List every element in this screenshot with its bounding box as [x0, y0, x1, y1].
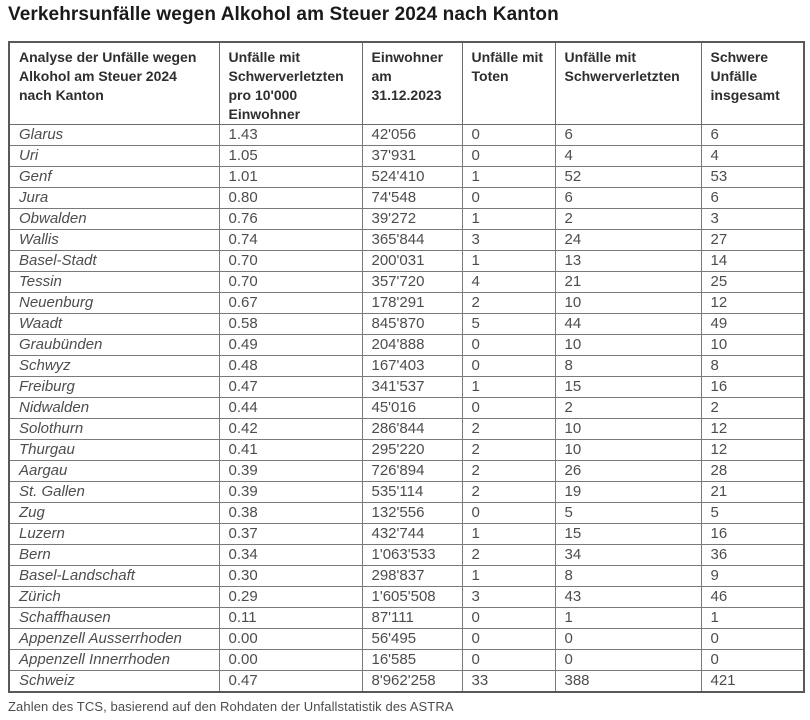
- table-row: [9, 629, 804, 650]
- cell-value: 0.67: [219, 293, 362, 314]
- header-row: [9, 42, 804, 125]
- cell-value: 1: [462, 566, 555, 587]
- cell-value: 5: [701, 503, 804, 524]
- cell-value: 0.39: [219, 482, 362, 503]
- cell-value: 178'291: [362, 293, 462, 314]
- cell-value: 44: [555, 314, 701, 335]
- cell-value: 0.39: [219, 461, 362, 482]
- cell-value: 10: [555, 419, 701, 440]
- cell-value: 46: [701, 587, 804, 608]
- cell-value: 28: [701, 461, 804, 482]
- cell-value: 341'537: [362, 377, 462, 398]
- cell-value: 0.41: [219, 440, 362, 461]
- table-row: [9, 545, 804, 566]
- cell-value: 0: [462, 146, 555, 167]
- cell-value: 4: [701, 146, 804, 167]
- cell-value: 0.29: [219, 587, 362, 608]
- cell-value: 1.01: [219, 167, 362, 188]
- cell-value: 0: [462, 608, 555, 629]
- cell-value: 6: [701, 125, 804, 146]
- cell-value: 2: [462, 461, 555, 482]
- cell-value: 1: [462, 377, 555, 398]
- cell-value: 1'605'508: [362, 587, 462, 608]
- cell-value: 2: [462, 440, 555, 461]
- cell-value: 37'931: [362, 146, 462, 167]
- cell-value: 87'111: [362, 608, 462, 629]
- cell-value: 8: [555, 356, 701, 377]
- cell-value: 0.34: [219, 545, 362, 566]
- cell-value: 2: [701, 398, 804, 419]
- cell-value: 0.70: [219, 272, 362, 293]
- cell-value: 39'272: [362, 209, 462, 230]
- cell-value: 0.49: [219, 335, 362, 356]
- table-row: [9, 377, 804, 398]
- cell-value: 5: [462, 314, 555, 335]
- cell-value: 0: [462, 650, 555, 671]
- cell-value: 0: [462, 629, 555, 650]
- cell-value: 0: [462, 125, 555, 146]
- cell-value: 13: [555, 251, 701, 272]
- cell-value: 0.70: [219, 251, 362, 272]
- table-row: [9, 650, 804, 671]
- cell-value: 8: [701, 356, 804, 377]
- cell-kanton: Zug: [9, 503, 219, 524]
- cell-value: 2: [555, 398, 701, 419]
- cell-value: 357'720: [362, 272, 462, 293]
- table-row: [9, 209, 804, 230]
- cell-value: 0: [462, 335, 555, 356]
- page-title: Verkehrsunfälle wegen Alkohol am Steuer 2024 nach Kanton: [8, 4, 559, 25]
- cell-kanton: Basel-Landschaft: [9, 566, 219, 587]
- cell-value: 1: [462, 167, 555, 188]
- cell-kanton: Waadt: [9, 314, 219, 335]
- cell-kanton: Schaffhausen: [9, 608, 219, 629]
- cell-value: 1.43: [219, 125, 362, 146]
- source-note: Zahlen des TCS, basierend auf den Rohdaten der Unfallstatistik des ASTRA: [8, 698, 454, 714]
- cell-value: 0.76: [219, 209, 362, 230]
- table-row: [9, 398, 804, 419]
- cell-value: 53: [701, 167, 804, 188]
- cell-value: 3: [701, 209, 804, 230]
- cell-value: 2: [462, 419, 555, 440]
- cell-value: 1.05: [219, 146, 362, 167]
- cell-value: 10: [555, 335, 701, 356]
- cell-value: 1: [555, 608, 701, 629]
- cell-value: 432'744: [362, 524, 462, 545]
- cell-value: 15: [555, 377, 701, 398]
- cell-kanton: Obwalden: [9, 209, 219, 230]
- cell-value: 21: [555, 272, 701, 293]
- cell-value: 0.47: [219, 377, 362, 398]
- cell-value: 52: [555, 167, 701, 188]
- cell-value: 3: [462, 587, 555, 608]
- cell-value: 535'114: [362, 482, 462, 503]
- cell-value: 2: [462, 293, 555, 314]
- cell-value: 524'410: [362, 167, 462, 188]
- cell-kanton: Nidwalden: [9, 398, 219, 419]
- cell-value: 26: [555, 461, 701, 482]
- cell-value: 4: [462, 272, 555, 293]
- table-body: [9, 125, 804, 692]
- cell-value: 6: [555, 188, 701, 209]
- column-header-unfaelle-mit-toten: Unfälle mit Toten: [462, 42, 555, 125]
- cell-value: 25: [701, 272, 804, 293]
- table-row: [9, 587, 804, 608]
- cell-value: 0.00: [219, 650, 362, 671]
- cell-value: 0.58: [219, 314, 362, 335]
- table-row: [9, 461, 804, 482]
- column-header-schwere-unfaelle: Schwere Unfälle insgesamt: [701, 42, 804, 125]
- cell-kanton: Luzern: [9, 524, 219, 545]
- cell-value: 56'495: [362, 629, 462, 650]
- cell-value: 298'837: [362, 566, 462, 587]
- cell-value: 34: [555, 545, 701, 566]
- cell-value: 0.37: [219, 524, 362, 545]
- table-row: [9, 251, 804, 272]
- column-header-analyse: Analyse der Unfälle wegen Alkohol am Steuer 2024 nach Kanton: [9, 42, 219, 125]
- cell-kanton: Zürich: [9, 587, 219, 608]
- cell-value: 49: [701, 314, 804, 335]
- cell-value: 286'844: [362, 419, 462, 440]
- cell-value: 1: [462, 251, 555, 272]
- table-row: [9, 146, 804, 167]
- cell-value: 0.38: [219, 503, 362, 524]
- cell-value: 8'962'258: [362, 671, 462, 692]
- cell-value: 3: [462, 230, 555, 251]
- cell-kanton: Aargau: [9, 461, 219, 482]
- cell-value: 0: [701, 650, 804, 671]
- column-header-einwohner: Einwohner am 31.12.2023: [362, 42, 462, 125]
- cell-value: 295'220: [362, 440, 462, 461]
- cell-value: 2: [462, 545, 555, 566]
- table-row: [9, 503, 804, 524]
- cell-value: 365'844: [362, 230, 462, 251]
- kanton-accidents-table: [8, 41, 805, 693]
- cell-value: 726'894: [362, 461, 462, 482]
- table-row: [9, 293, 804, 314]
- cell-value: 10: [555, 293, 701, 314]
- cell-value: 167'403: [362, 356, 462, 377]
- table-header: [9, 42, 804, 125]
- table-row: [9, 314, 804, 335]
- cell-value: 16: [701, 377, 804, 398]
- cell-value: 12: [701, 419, 804, 440]
- cell-value: 0: [462, 398, 555, 419]
- cell-value: 0.47: [219, 671, 362, 692]
- cell-kanton: Tessin: [9, 272, 219, 293]
- cell-kanton: Freiburg: [9, 377, 219, 398]
- cell-value: 1: [462, 209, 555, 230]
- cell-value: 2: [462, 482, 555, 503]
- cell-value: 388: [555, 671, 701, 692]
- cell-value: 15: [555, 524, 701, 545]
- cell-value: 0.30: [219, 566, 362, 587]
- cell-value: 16: [701, 524, 804, 545]
- cell-value: 14: [701, 251, 804, 272]
- table-row: [9, 524, 804, 545]
- table-row: [9, 230, 804, 251]
- cell-value: 0: [462, 188, 555, 209]
- cell-value: 0.00: [219, 629, 362, 650]
- cell-value: 6: [701, 188, 804, 209]
- cell-value: 27: [701, 230, 804, 251]
- table-row: [9, 356, 804, 377]
- cell-value: 0: [555, 650, 701, 671]
- cell-value: 5: [555, 503, 701, 524]
- cell-value: 1'063'533: [362, 545, 462, 566]
- cell-value: 845'870: [362, 314, 462, 335]
- column-header-unfaelle-mit-schwerverletzten: Unfälle mit Schwerverletzten: [555, 42, 701, 125]
- cell-value: 0.74: [219, 230, 362, 251]
- cell-value: 0.80: [219, 188, 362, 209]
- table-row: [9, 608, 804, 629]
- table-row: [9, 419, 804, 440]
- cell-kanton: Solothurn: [9, 419, 219, 440]
- cell-kanton: Appenzell Innerrhoden: [9, 650, 219, 671]
- cell-kanton: Neuenburg: [9, 293, 219, 314]
- cell-value: 43: [555, 587, 701, 608]
- cell-value: 204'888: [362, 335, 462, 356]
- cell-value: 0.48: [219, 356, 362, 377]
- column-header-unfaelle-pro-10000: Unfälle mit Schwerverletzten pro 10'000 Einwohner: [219, 42, 362, 125]
- cell-value: 1: [701, 608, 804, 629]
- cell-kanton: St. Gallen: [9, 482, 219, 503]
- cell-value: 200'031: [362, 251, 462, 272]
- cell-kanton: Schwyz: [9, 356, 219, 377]
- cell-value: 24: [555, 230, 701, 251]
- cell-value: 12: [701, 293, 804, 314]
- cell-value: 6: [555, 125, 701, 146]
- cell-kanton: Glarus: [9, 125, 219, 146]
- cell-value: 1: [462, 524, 555, 545]
- cell-value: 19: [555, 482, 701, 503]
- table-row: [9, 671, 804, 692]
- cell-kanton: Uri: [9, 146, 219, 167]
- cell-value: 0: [555, 629, 701, 650]
- cell-value: 2: [555, 209, 701, 230]
- table-row: [9, 566, 804, 587]
- cell-value: 74'548: [362, 188, 462, 209]
- cell-value: 0.42: [219, 419, 362, 440]
- cell-kanton: Bern: [9, 545, 219, 566]
- cell-value: 21: [701, 482, 804, 503]
- cell-kanton: Schweiz: [9, 671, 219, 692]
- cell-value: 0: [701, 629, 804, 650]
- cell-value: 45'016: [362, 398, 462, 419]
- table-row: [9, 335, 804, 356]
- cell-kanton: Graubünden: [9, 335, 219, 356]
- cell-value: 0.11: [219, 608, 362, 629]
- cell-value: 132'556: [362, 503, 462, 524]
- cell-value: 16'585: [362, 650, 462, 671]
- cell-value: 8: [555, 566, 701, 587]
- cell-value: 10: [701, 335, 804, 356]
- cell-kanton: Jura: [9, 188, 219, 209]
- table-row: [9, 440, 804, 461]
- table-row: [9, 167, 804, 188]
- cell-value: 10: [555, 440, 701, 461]
- cell-kanton: Basel-Stadt: [9, 251, 219, 272]
- cell-kanton: Appenzell Ausserrhoden: [9, 629, 219, 650]
- cell-value: 0.44: [219, 398, 362, 419]
- cell-value: 36: [701, 545, 804, 566]
- table-row: [9, 272, 804, 293]
- cell-value: 33: [462, 671, 555, 692]
- cell-value: 9: [701, 566, 804, 587]
- cell-value: 42'056: [362, 125, 462, 146]
- cell-value: 4: [555, 146, 701, 167]
- cell-value: 0: [462, 503, 555, 524]
- cell-value: 12: [701, 440, 804, 461]
- cell-kanton: Genf: [9, 167, 219, 188]
- table-row: [9, 125, 804, 146]
- table-row: [9, 482, 804, 503]
- table-row: [9, 188, 804, 209]
- cell-kanton: Thurgau: [9, 440, 219, 461]
- cell-value: 421: [701, 671, 804, 692]
- cell-kanton: Wallis: [9, 230, 219, 251]
- cell-value: 0: [462, 356, 555, 377]
